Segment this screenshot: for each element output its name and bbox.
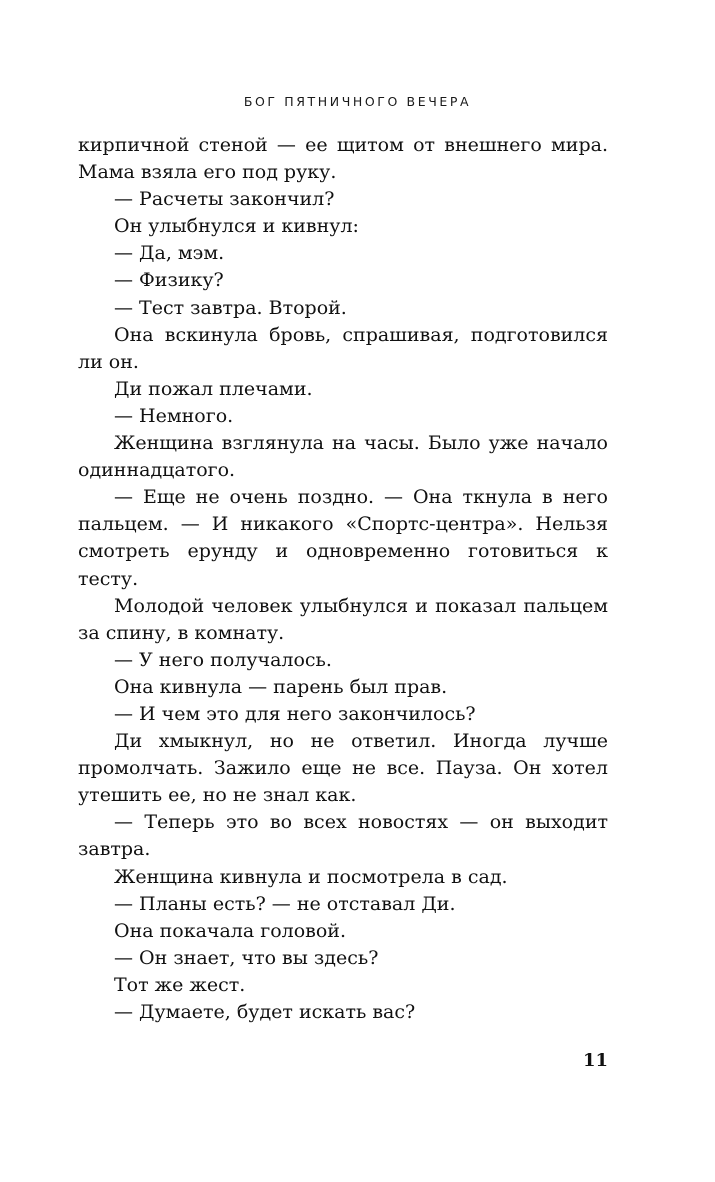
paragraph: Молодой человек улыбнулся и показал пальцем за спину, в комнату. — [78, 594, 608, 644]
page-number: 11 — [582, 1050, 608, 1071]
paragraph: Ди пожал плечами. — [114, 377, 313, 400]
paragraph: — Тест завтра. Второй. — [114, 296, 347, 319]
paragraph: — Еще не очень поздно. — Она ткнула в него пальцем. — И никакого «Спортс-центра». Нельзя смотреть ерунду и одновременно готовиться к тесту. — [78, 486, 608, 590]
paragraph: — Планы есть? — не отставал Ди. — [114, 892, 456, 915]
paragraph: — Расчеты закончил? — [114, 188, 335, 211]
paragraph: Она покачала головой. — [114, 919, 346, 942]
paragraph: Тот же жест. — [114, 973, 246, 996]
paragraph: Женщина взглянула на часы. Было уже начало одиннадцатого. — [78, 432, 608, 482]
paragraph: Женщина кивнула и посмотрела в сад. — [114, 865, 508, 888]
paragraph: — Физику? — [114, 269, 224, 292]
paragraph: — Да, мэм. — [114, 242, 225, 265]
paragraph: Ди хмыкнул, но не ответил. Иногда лучше промолчать. Зажило еще не все. Пауза. Он хотел утешить ее, но не знал как. — [78, 730, 608, 807]
running-title: БОГ ПЯТНИЧНОГО ВЕЧЕРА — [243, 94, 472, 109]
paragraph: Он улыбнулся и кивнул: — [114, 215, 359, 238]
body-text — [78, 132, 608, 1026]
paragraph: Она кивнула — парень был прав. — [114, 675, 448, 698]
paragraph: — И чем это для него закончилось? — [114, 702, 476, 725]
paragraph: — Думаете, будет искать вас? — [114, 1001, 416, 1023]
paragraph: Она вскинула бровь, спрашивая, подготовился ли он. — [78, 323, 608, 373]
paragraph: кирпичной стеной — ее щитом от внешнего мира. Мама взяла его под руку. — [78, 134, 608, 184]
paragraph: — У него получалось. — [114, 648, 332, 671]
paragraph: — Он знает, что вы здесь? — [114, 946, 379, 969]
paragraph: — Немного. — [114, 404, 234, 427]
paragraph: — Теперь это во всех новостях — он выходит завтра. — [78, 811, 608, 861]
